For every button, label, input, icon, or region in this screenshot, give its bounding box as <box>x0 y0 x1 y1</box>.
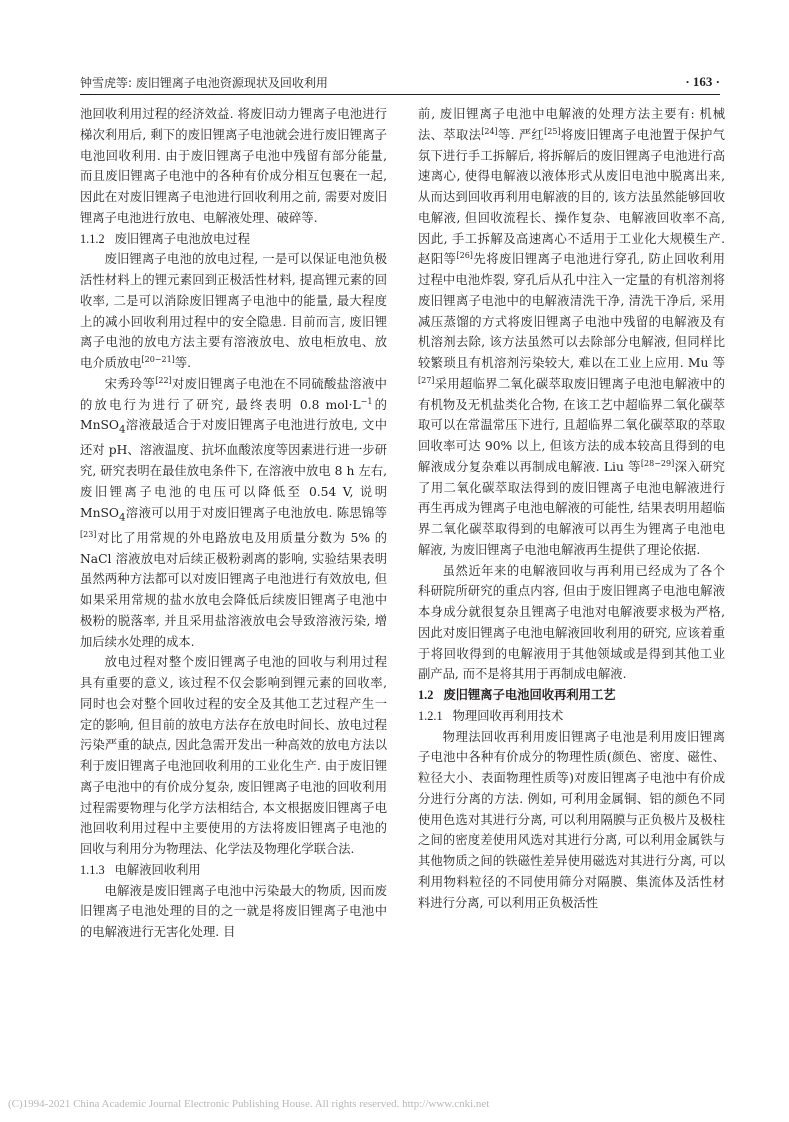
citation: [23] <box>80 529 97 539</box>
paragraph-electrolyte-summary: 虽然近年来的电解液回收与再利用已经成为了各个科研院所研究的重点内容, 但由于废旧锂离子电池电解液本身成分就很复杂且锂离子电池对电解液要求极为严格, 因此对废旧锂离子电池电解液回收利用的研究, 应该着重于将回收得到的电解液用于其他领域或是得到其他工业副产品, 而不是将其用于再制成电解液. <box>418 563 725 682</box>
section-heading-1-2 <box>418 685 725 706</box>
paragraph-electrolyte-methods: 前, 废旧锂离子电池中电解液的处理方法主要有: 机械法、萃取法[24]等. 严红[25]将废旧锂离子电池置于保护气氛下进行手工拆解后, 将拆解后的废旧锂离子电池进行高速离心, 使得电解液以液体形式从废旧电池中脱离出来, 从而达到回收再利用电解液的目的, 该方法虽然能够回收电解液, 但回收流程长、操作复杂、电解液回收率不高, 因此, 手工拆解及高速离心不适用于工业化大规模生产. 赵阳等[26]先将废旧锂离子电池进行穿孔, 防止回收利用过程中电池炸裂, 穿孔后从孔中注入一定量的有机溶剂将废旧锂离子电池中的电解液清洗干净, 清洗干净后, 采用减压蒸馏的方式将废旧锂离子电池中残留的电解液及有机溶剂去除, 该方法虽然可以去除部分电解液, 但同样比较繁琐且有机溶剂污染较大, 难以在工业上应用. Mu 等[27]采用超临界二氧化碳萃取废旧锂离子电池电解液中的有机物及无机盐类化合物, 在该工艺中超临界二氧化碳萃取可以在常温常压下进行, 且超临界二氧化碳萃取的萃取回收率可达 90% 以上, 但该方法的成本较高且得到的电解液成分复杂难以再制成电解液. Liu 等[28−29]深入研究了用二氧化碳萃取法得到的废旧锂离子电池电解液进行再生再成为锂离子电池电解液的可能性, 结果表明用超临界二氧化碳萃取得到的电解液可以再生为锂离子电池电解液, 为废旧锂离子电池电解液再生提供了理论依据. <box>418 107 725 557</box>
citation: [28−29] <box>640 458 675 468</box>
section-heading-1-1-3 <box>80 860 387 881</box>
paragraph-discharge-intro: 废旧锂离子电池的放电过程, 一是可以保证电池负极活性材料上的锂元素回到正极活性材料, 提高锂元素的回收率, 二是可以消除废旧锂离子电池中的能量, 最大程度上的减小回收利用过程中的安全隐患. 目前而言, 废旧锂离子电池的放电方法主要有溶液放电、放电柜放电、放电介质放电[20−21]等. <box>80 252 387 370</box>
citation: [26] <box>456 251 473 261</box>
section-title: 废旧锂离子电池回收再利用工艺 <box>443 688 616 702</box>
section-title: 电解液回收利用 <box>114 862 201 877</box>
section-number: 1.2.1 <box>418 708 443 723</box>
section-heading-1-2-1 <box>418 706 725 727</box>
subscript: 4 <box>119 511 126 524</box>
paragraph-discharge-studies: 宋秀玲等[22]对废旧锂离子电池在不同硫酸盐溶液中的放电行为进行了研究, 最终表明 0.8 $mol\cdot L^{-1}$的 MnSO$_4$溶液最适合于对废旧锂离子电池进行放电, 文中还对 pH、溶液温度、抗坏血酸浓度等因素进行进一步研究, 研究表明在最佳放电条件下, 在溶液中放电 8 h 左右, 废旧锂离子电池的电压可以降低至 0.54 V, 说明 MnSO$_4$溶液可以用于对废旧锂离子电池放电. 陈思锦等[23]对比了用常规的外电路放电及用质量分数为 5% 的 NaCl 溶液放电对后续正极粉剥离的影响, 实验结果表明虽然两种方法都可以对废旧锂离子电池进行有效放电, 但如果采用常规的盐水放电会降低后续废旧锂离子电池中极粉的脱落率, 并且采用盐溶液放电会导致溶液污染, 增加后续水处理的成本. <box>80 375 387 649</box>
copyright-footer: (C)1994-2021 China Academic Journal Electronic Publishing House. All rights reserved. http://www.cnki.net <box>8 1098 490 1110</box>
section-heading-1-1-2 <box>80 229 387 250</box>
running-header <box>80 74 720 94</box>
paragraph-continued: 池回收利用过程的经济效益. 将废旧动力锂离子电池进行梯次利用后, 剩下的废旧锂离子电池就会进行废旧锂离子电池回收利用. 由于废旧锂离子电池中残留有部分能量, 而且废旧锂离子电池中的各种有价成分相互包裹在一起, 因此在对废旧锂离子电池进行回收利用之前, 需要对废旧锂离子电池进行放电、电解液处理、破碎等. <box>80 107 387 225</box>
section-title: 废旧锂离子电池放电过程 <box>114 231 250 246</box>
citation: [24] <box>481 126 498 136</box>
page-number: · 163 · <box>685 74 720 89</box>
unit-superscript: −1 <box>360 396 373 406</box>
citation: [20−21] <box>141 354 175 364</box>
section-title: 物理回收再利用技术 <box>452 708 564 723</box>
section-number: 1.1.3 <box>80 862 105 877</box>
paragraph-physical-recycling: 物理法回收再利用废旧锂离子电池是利用废旧锂离子电池中各种有价成分的物理性质(颜色、密度、磁性、粒径大小、表面物理性质等)对废旧锂离子电池中有价成分进行分离的方法. 例如, 可利用金属铜、铝的颜色不同使用色选对其进行分离, 可以利用隔膜与正负极片及极柱之间的密度差使用风选对其进行分离, 可以利用金属铁与其他物质之间的铁磁性差异使用磁选对其进行分离, 可以利用物料粒径的不同使用筛分对隔膜、集流体及活性材料进行分离, 可以利用正负极活性 <box>418 729 725 910</box>
running-title: 钟雪虎等: 废旧锂离子电池资源现状及回收利用 <box>80 76 328 90</box>
citation: [22] <box>155 375 172 385</box>
paragraph-discharge-significance: 放电过程对整个废旧锂离子电池的回收与利用过程具有重要的意义, 该过程不仅会影响到锂元素的回收率, 同时也会对整个回收过程的安全及其他工艺过程产生一定的影响, 但目前的放电方法存在放电时间长、放电过程污染严重的缺点, 因此急需开发出一种高效的放电方法以利于废旧锂离子电池回收利用的工业化生产. 由于废旧锂离子电池中的有价成分复杂, 废旧锂离子电池的回收利用过程需要物理与化学方法相结合, 本文根据废旧锂离子电池回收利用过程中主要使用的方法将废旧锂离子电池的回收与利用分为物理法、化学法及物理化学联合法. <box>80 655 387 857</box>
paragraph-electrolyte-intro: 电解液是废旧锂离子电池中污染最大的物质, 因而废旧锂离子电池处理的目的之一就是将废旧锂离子电池中的电解液进行无害化处理. 目 <box>80 883 387 940</box>
left-column <box>80 104 387 943</box>
citation: [27] <box>418 375 435 385</box>
right-column <box>418 104 725 913</box>
section-number: 1.1.2 <box>80 231 105 246</box>
header-rule <box>80 94 720 95</box>
citation: [25] <box>544 126 561 136</box>
section-number: 1.2 <box>418 688 434 702</box>
subscript: 4 <box>119 423 126 436</box>
